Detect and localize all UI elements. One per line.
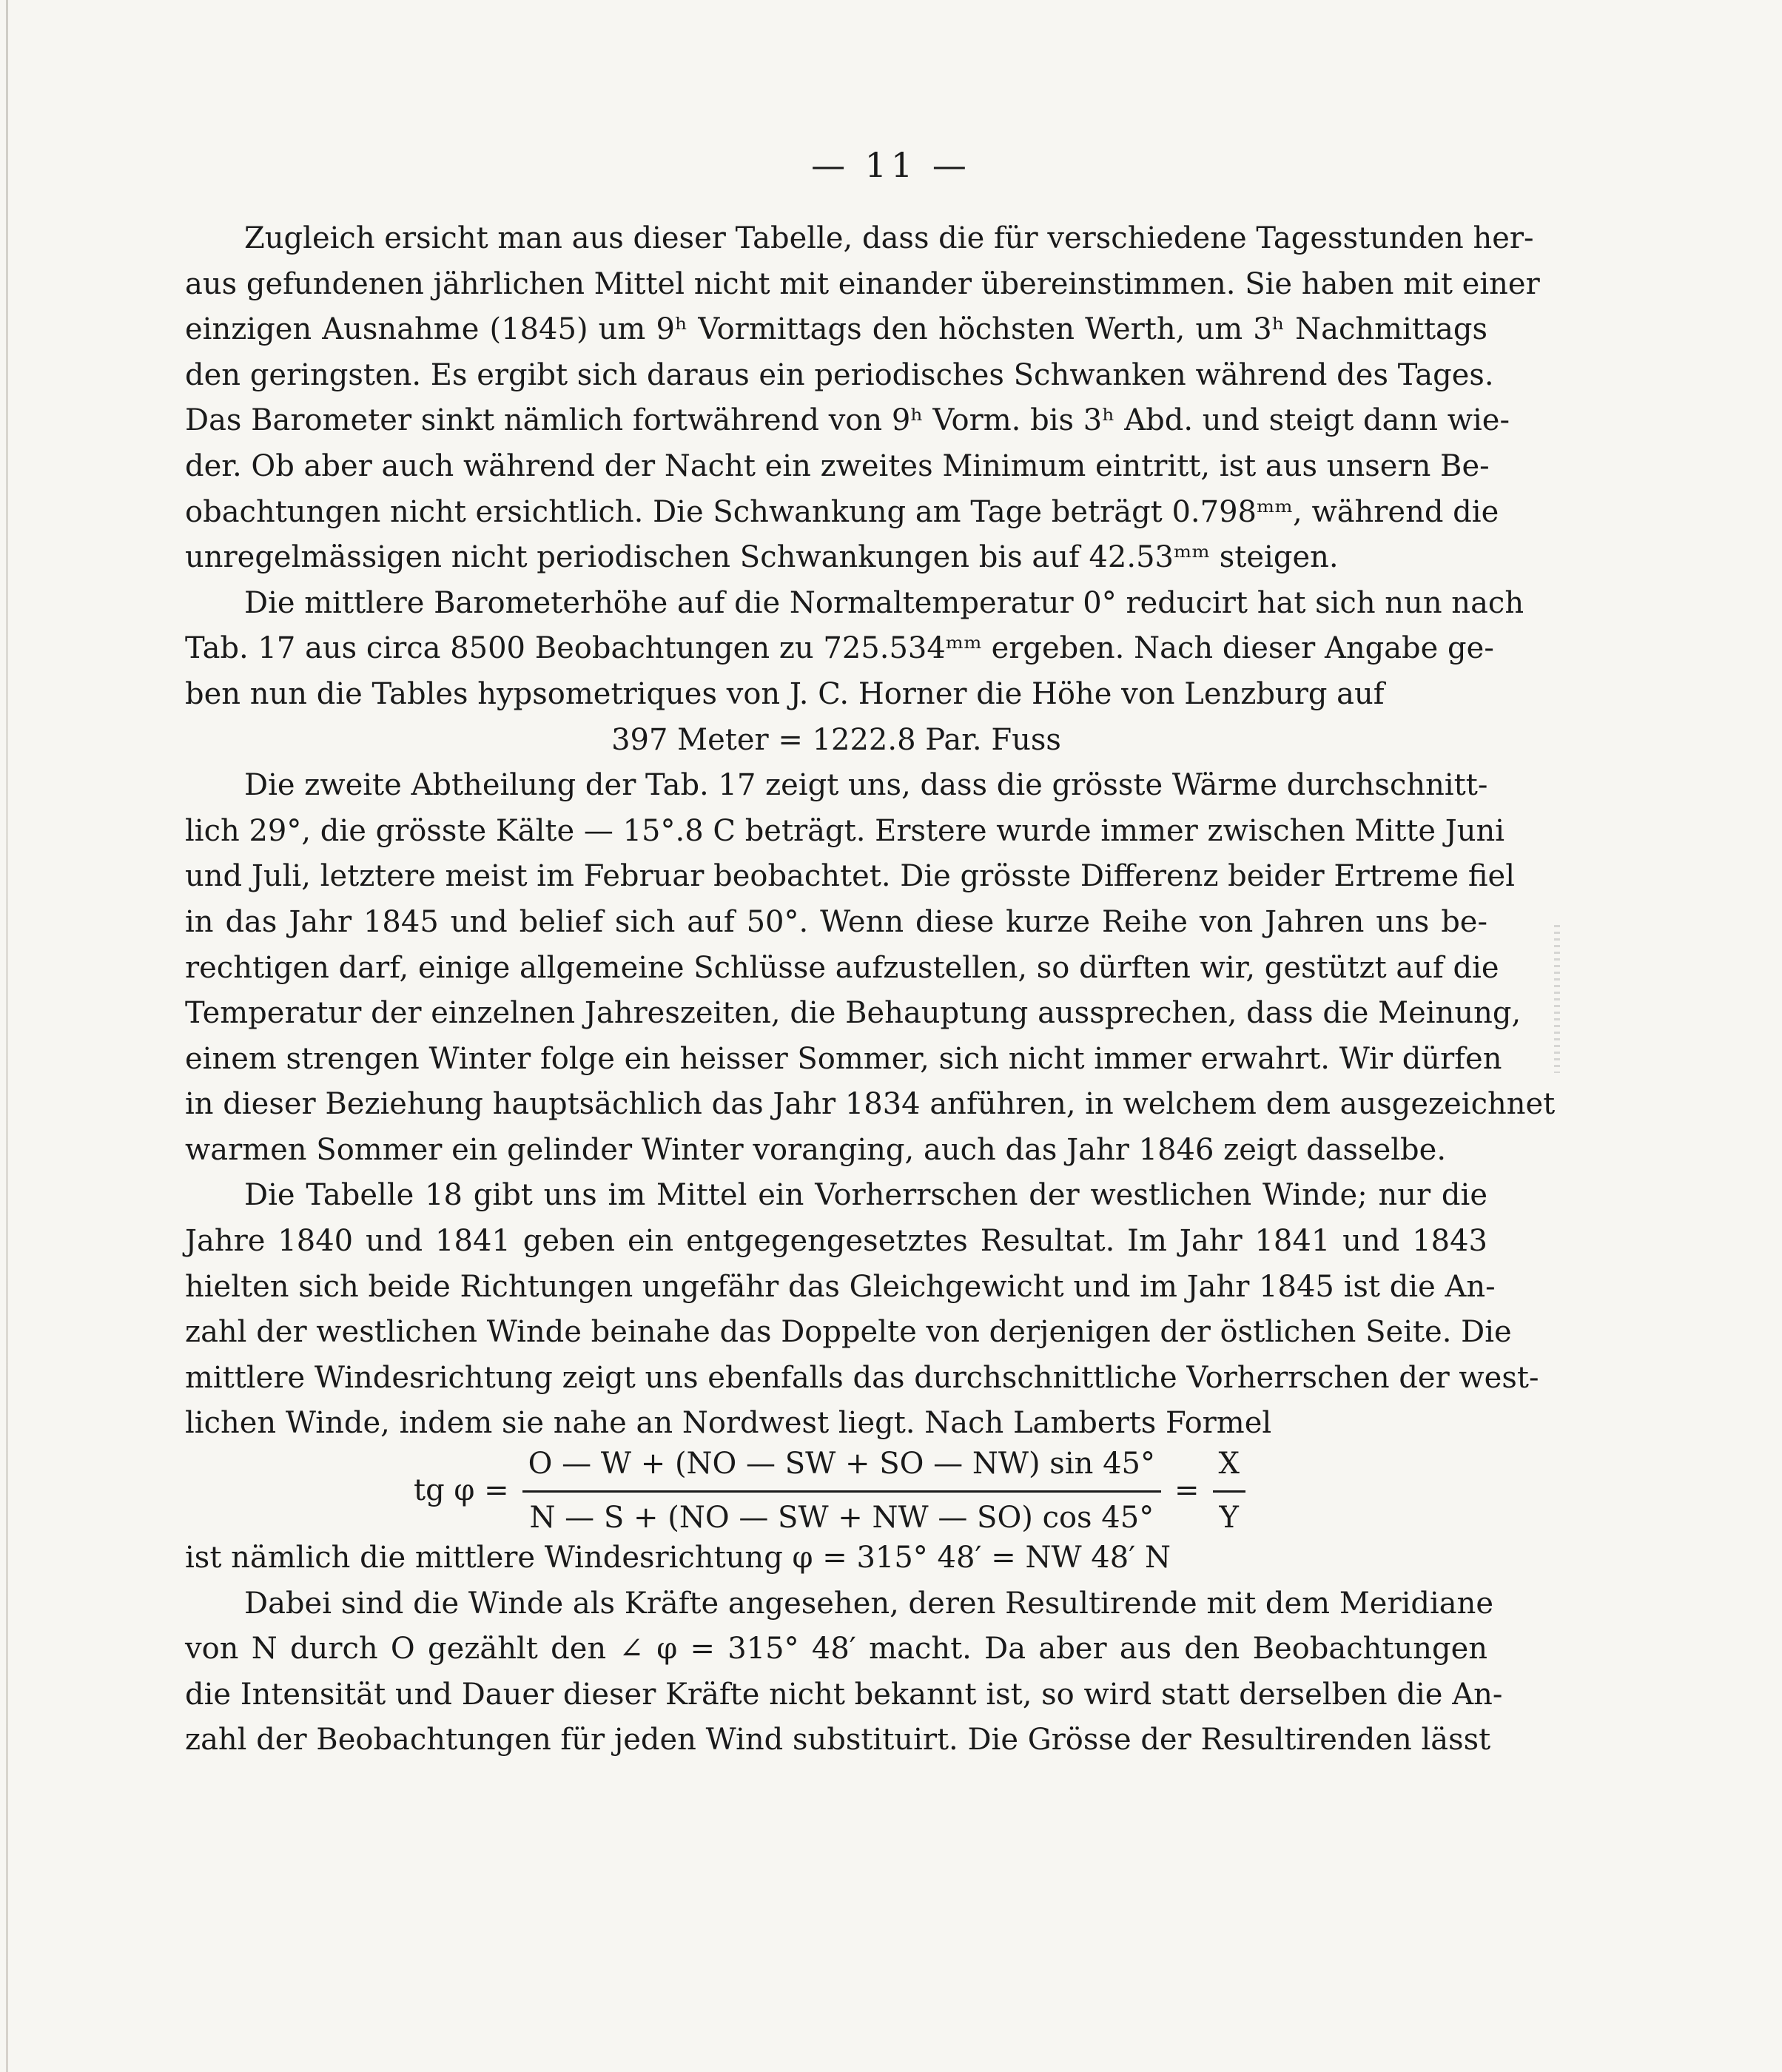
formula-rhs-denominator: Y bbox=[1219, 1500, 1239, 1535]
text-line: warmen Sommer ein gelinder Winter voranging, auch das Jahr 1846 zeigt dasselbe. bbox=[185, 1132, 1447, 1167]
text-line: in das Jahr 1845 und belief sich auf 50°. Wenn diese kurze Reihe von Jahren uns be- bbox=[185, 904, 1487, 939]
text-line: die Intensität und Dauer dieser Kräfte nicht bekannt ist, so wird statt derselben die An- bbox=[185, 1677, 1503, 1712]
text-line: aus gefundenen jährlichen Mittel nicht mit einander übereinstimmen. Sie haben mit einer bbox=[185, 266, 1540, 301]
text-line: ist nämlich die mittlere Windesrichtung φ = 315° 48′ = NW 48′ N bbox=[185, 1541, 1171, 1575]
formula-lhs: tg φ = bbox=[414, 1473, 509, 1508]
text-line: mittlere Windesrichtung zeigt uns ebenfalls das durchschnittliche Vorherrschen der west- bbox=[185, 1360, 1539, 1395]
text-line: Die mittlere Barometerhöhe auf die Normaltemperatur 0° reducirt hat sich nun nach bbox=[244, 585, 1524, 620]
text-line: lich 29°, die grösste Kälte — 15°.8 C beträgt. Erstere wurde immer zwischen Mitte Juni bbox=[185, 813, 1505, 848]
print-speckle bbox=[1554, 925, 1560, 1073]
formula-rhs-fraction bbox=[1213, 1442, 1245, 1541]
formula-denominator: N — S + (NO — SW + NW — SO) cos 45° bbox=[529, 1500, 1154, 1535]
text-line: obachtungen nicht ersichtlich. Die Schwankung am Tage beträgt 0.798ᵐᵐ, während die bbox=[185, 494, 1499, 529]
text-line: der. Ob aber auch während der Nacht ein zweites Minimum eintritt, ist aus unsern Be- bbox=[185, 448, 1490, 483]
body-text bbox=[185, 216, 1556, 1763]
page-edge bbox=[6, 0, 8, 2072]
text-line: Temperatur der einzelnen Jahreszeiten, die Behauptung aussprechen, dass die Meinung, bbox=[185, 996, 1522, 1031]
lambert-formula bbox=[185, 1447, 1487, 1536]
text-line: Die zweite Abtheilung der Tab. 17 zeigt uns, dass die grösste Wärme durchschnitt- bbox=[244, 768, 1488, 803]
text-line: Zugleich ersicht man aus dieser Tabelle, dass die für verschiedene Tagesstunden her- bbox=[244, 221, 1534, 255]
text-line: zahl der Beobachtungen für jeden Wind substituirt. Die Grösse der Resultirenden lässt bbox=[185, 1723, 1491, 1758]
text-line: von N durch O gezählt den ∠ φ = 315° 48′ macht. Da aber aus den Beobachtungen bbox=[185, 1632, 1487, 1666]
formula-main-fraction bbox=[522, 1442, 1161, 1541]
text-line: rechtigen darf, einige allgemeine Schlüsse aufzustellen, so dürften wir, gestützt auf die bbox=[185, 950, 1499, 985]
text-line: Jahre 1840 und 1841 geben ein entgegengesetztes Resultat. Im Jahr 1841 und 1843 bbox=[185, 1224, 1487, 1259]
text-line: Tab. 17 aus circa 8500 Beobachtungen zu 725.534ᵐᵐ ergeben. Nach dieser Angabe ge- bbox=[185, 631, 1494, 666]
formula-numerator: O — W + (NO — SW + SO — NW) sin 45° bbox=[522, 1442, 1161, 1493]
page-number: — 11 — bbox=[811, 145, 971, 185]
text-line: den geringsten. Es ergibt sich daraus ein periodisches Schwanken während des Tages. bbox=[185, 357, 1494, 392]
text-line: 397 Meter = 1222.8 Par. Fuss bbox=[611, 722, 1061, 757]
text-line: Dabei sind die Winde als Kräfte angesehen, deren Resultirende mit dem Meridiane bbox=[244, 1586, 1494, 1621]
text-line: und Juli, letztere meist im Februar beobachtet. Die grösste Differenz beider Ertreme fiel bbox=[185, 859, 1516, 894]
text-line: einzigen Ausnahme (1845) um 9ʰ Vormittags den höchsten Werth, um 3ʰ Nachmittags bbox=[185, 312, 1487, 347]
text-line: zahl der westlichen Winde beinahe das Doppelte von derjenigen der östlichen Seite. Die bbox=[185, 1315, 1512, 1350]
text-line: ben nun die Tables hypsometriques von J. C. Horner die Höhe von Lenzburg auf bbox=[185, 676, 1385, 711]
text-line: unregelmässigen nicht periodischen Schwankungen bis auf 42.53ᵐᵐ steigen. bbox=[185, 540, 1339, 575]
text-line: einem strengen Winter folge ein heisser Sommer, sich nicht immer erwahrt. Wir dürfen bbox=[185, 1041, 1502, 1076]
text-line: lichen Winde, indem sie nahe an Nordwest liegt. Nach Lamberts Formel bbox=[185, 1406, 1272, 1441]
text-line: Die Tabelle 18 gibt uns im Mittel ein Vorherrschen der westlichen Winde; nur die bbox=[244, 1178, 1487, 1213]
formula-rhs-numerator: X bbox=[1213, 1442, 1245, 1493]
text-line: in dieser Beziehung hauptsächlich das Jahr 1834 anführen, in welchem dem ausgezeichnet bbox=[185, 1087, 1556, 1122]
text-line: Das Barometer sinkt nämlich fortwährend von 9ʰ Vorm. bis 3ʰ Abd. und steigt dann wie- bbox=[185, 403, 1510, 438]
text-line: hielten sich beide Richtungen ungefähr das Gleichgewicht und im Jahr 1845 ist die An- bbox=[185, 1269, 1496, 1304]
formula-equals: = bbox=[1174, 1473, 1200, 1508]
